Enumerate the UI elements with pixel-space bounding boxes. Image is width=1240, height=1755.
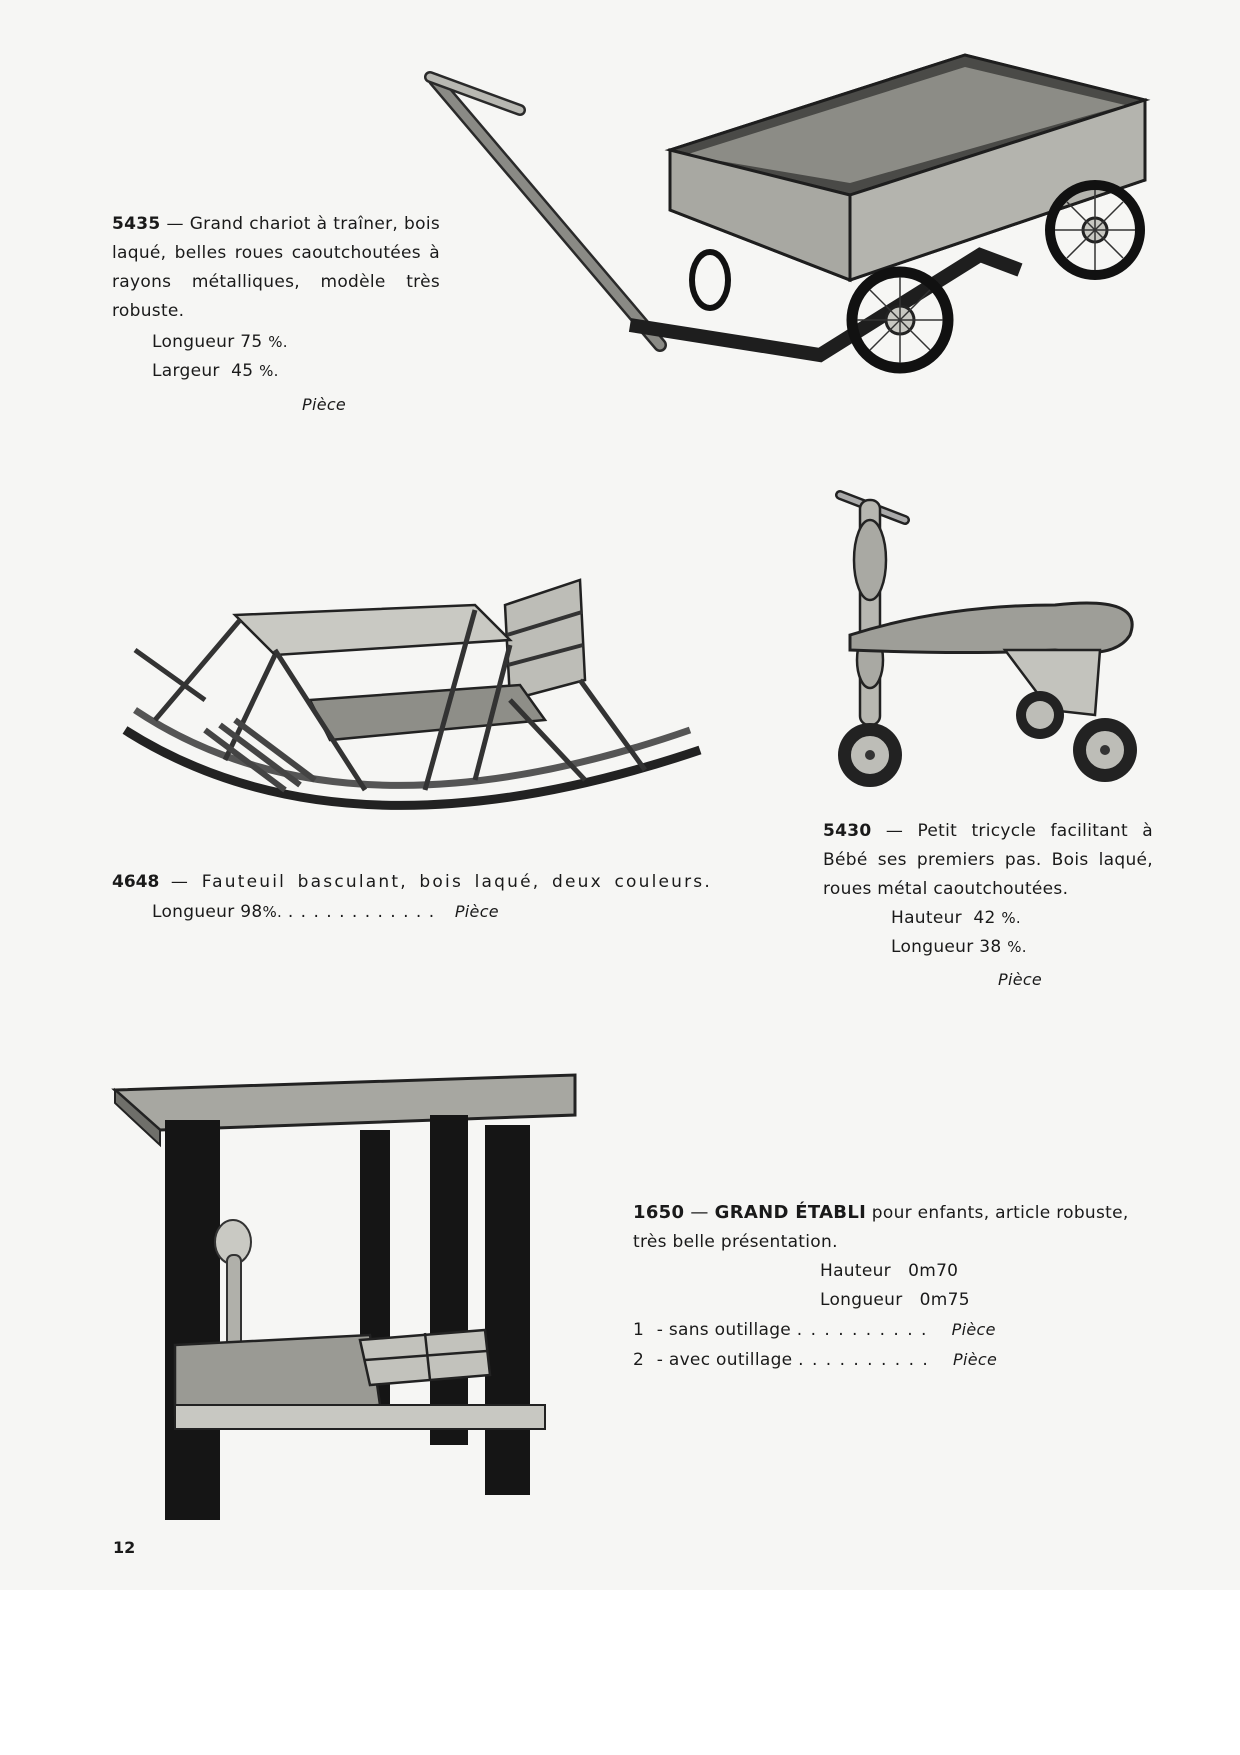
item-4648-price-label: Pièce	[454, 902, 499, 921]
item-1650-option-2	[633, 1345, 1153, 1375]
item-4648	[112, 868, 712, 927]
item-5430-price-label: Pièce	[998, 970, 1043, 989]
item-5435-code: 5435	[112, 214, 161, 234]
workbench-icon	[115, 1075, 580, 1525]
dim-unit: %.	[259, 362, 279, 380]
dim-value: 98	[240, 902, 263, 922]
item-5430-code: 5430	[823, 821, 872, 841]
item-5430-dim-length	[891, 933, 1153, 962]
item-5435-dash: —	[160, 214, 190, 234]
dim-label: Longueur	[152, 902, 235, 922]
dot-leaders: . . . . . . . . . .	[796, 1320, 928, 1340]
option-number: 1	[633, 1320, 645, 1340]
dim-label: Longueur	[152, 332, 235, 352]
option-price-label: Pièce	[953, 1350, 998, 1369]
item-5435-desc-line-3: rayons métalliques, modèle très	[112, 272, 440, 292]
dim-value: 42	[973, 908, 996, 928]
dim-unit: %.	[268, 333, 288, 351]
item-1650-title-line	[633, 1198, 1153, 1228]
dot-leaders: . . . . . . . . . .	[798, 1350, 930, 1370]
item-1650-desc-line-2: très belle présentation.	[633, 1232, 838, 1252]
item-1650	[633, 1198, 1153, 1375]
dim-label: Longueur	[891, 937, 974, 957]
dim-value: 45	[231, 361, 254, 381]
item-5430-desc-text-1: Petit tricycle facilitant à	[917, 821, 1153, 841]
item-1650-title: GRAND ÉTABLI	[714, 1202, 867, 1223]
dim-value: 0m75	[919, 1290, 970, 1310]
option-label: - sans outillage	[656, 1320, 792, 1340]
dim-label: Hauteur	[820, 1261, 891, 1281]
item-5435	[112, 210, 440, 419]
dim-value: 38	[979, 937, 1002, 957]
item-4648-desc-text: Fauteuil basculant, bois laqué, deux couleurs.	[201, 872, 712, 892]
dim-value: 75	[240, 332, 263, 352]
dim-label: Hauteur	[891, 908, 962, 928]
wagon-icon	[420, 55, 1150, 425]
item-5435-desc-line-2: laqué, belles roues caoutchoutées à	[112, 243, 440, 263]
item-5435-price-label: Pièce	[302, 395, 347, 414]
item-4648-desc	[112, 868, 712, 897]
tricycle-icon	[825, 485, 1155, 795]
item-5435-desc-text-1: Grand chariot à traîner, bois	[189, 214, 440, 234]
item-4648-dash: —	[159, 872, 202, 892]
dim-label: Longueur	[820, 1290, 903, 1310]
option-number: 2	[633, 1350, 645, 1370]
dot-leaders: . . . . . . . . . . . .	[287, 902, 436, 922]
item-4648-dim-line	[152, 897, 712, 927]
option-label: - avec outillage	[656, 1350, 793, 1370]
item-1650-dim-length	[820, 1286, 1153, 1315]
item-1650-desc-rest: pour enfants, article robuste,	[866, 1203, 1129, 1223]
dim-unit: %.	[262, 903, 283, 921]
dim-value: 0m70	[908, 1261, 959, 1281]
page-number: 12	[113, 1538, 136, 1557]
dim-unit: %.	[1007, 938, 1027, 956]
item-5435-desc-line-4: robuste.	[112, 301, 185, 321]
item-1650-code: 1650	[633, 1202, 685, 1223]
rocking-chair-icon	[115, 550, 710, 840]
item-1650-dash: —	[684, 1202, 715, 1223]
item-1650-option-1	[633, 1315, 1153, 1345]
item-5430-dim-height	[891, 904, 1153, 933]
item-5430-desc-line-2: Bébé ses premiers pas. Bois laqué,	[823, 850, 1153, 870]
item-4648-code: 4648	[112, 872, 160, 892]
item-1650-dim-height	[820, 1257, 1153, 1286]
item-5435-dim-width	[152, 357, 440, 386]
item-5430-desc-line-3: roues métal caoutchoutées.	[823, 879, 1069, 899]
dim-unit: %.	[1001, 909, 1021, 927]
item-5430-desc-line-1	[823, 817, 1153, 846]
item-5435-desc-line-1	[112, 210, 440, 239]
option-price-label: Pièce	[951, 1320, 996, 1339]
dim-label: Largeur	[152, 361, 220, 381]
item-5430	[823, 817, 1153, 994]
item-5435-dim-length	[152, 328, 440, 357]
item-5430-dash: —	[871, 821, 918, 841]
